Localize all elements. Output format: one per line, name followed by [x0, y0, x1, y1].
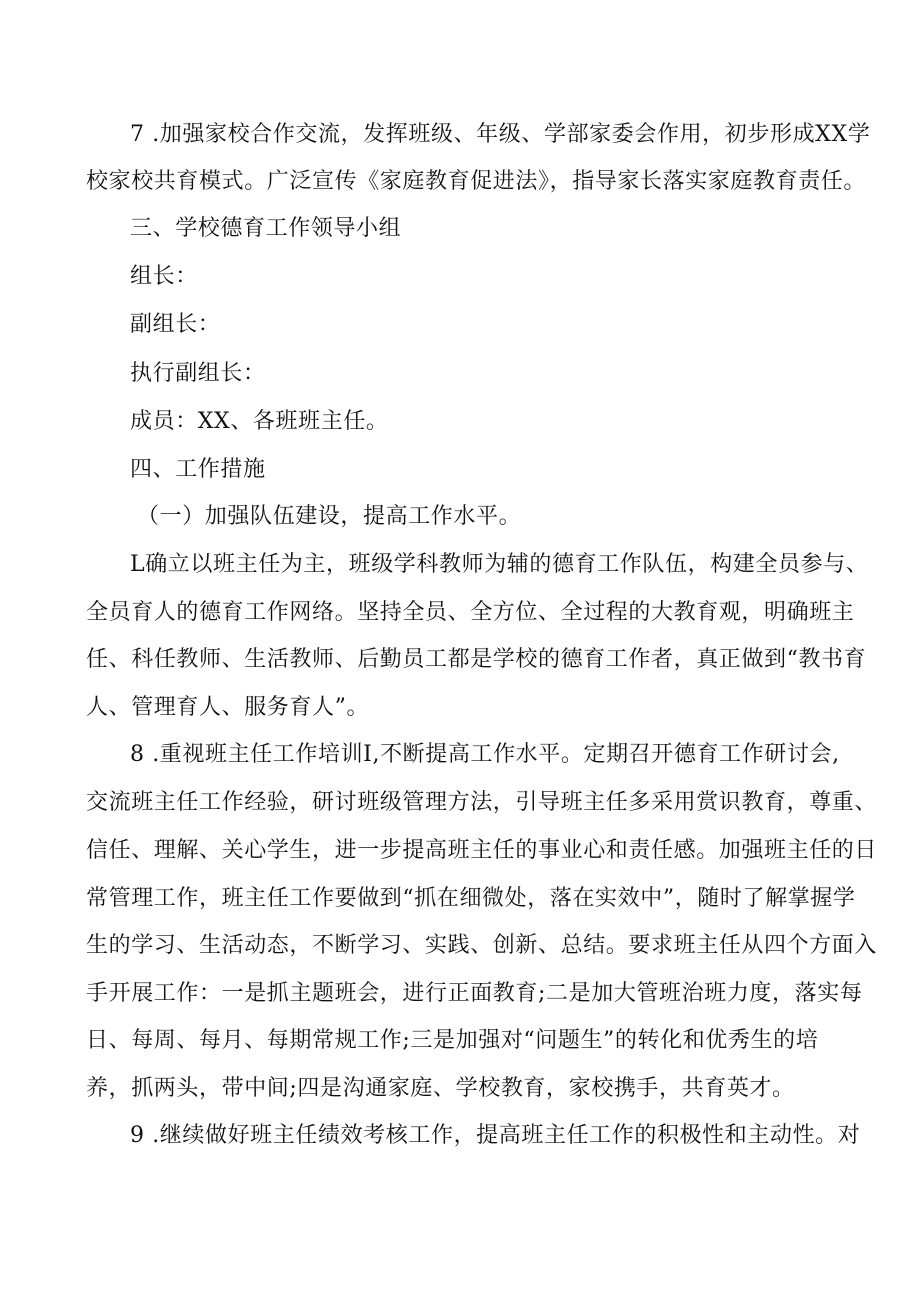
paragraph-item-9-line-1: 9 .继续做好班主任绩效考核工作，提高班主任工作的积极性和主动性。对: [130, 1123, 861, 1148]
subheading-team-building: （一）加强队伍建设，提高工作水平。: [137, 504, 522, 529]
paragraph-item-8-line-4: 常管理工作，班主任工作要做到“抓在细微处，落在实效中”，随时了解掌握学: [86, 886, 856, 911]
paragraph-item-1-line-4: 人、管理育人、服务育人”。: [86, 695, 370, 720]
executive-deputy-leader-label: 执行副组长：: [130, 361, 266, 386]
deputy-leader-label: 副组长：: [130, 312, 221, 337]
section-heading-work-measures: 四、工作措施: [130, 457, 266, 482]
paragraph-item-7-line-2: 校家校共育模式。广泛宣传《家庭教育促进法》，指导家长落实家庭教育责任。: [86, 169, 867, 194]
paragraph-item-8-line-6: 手开展工作：一是抓主题班会，进行正面教育;二是加大管班治班力度，落实每: [86, 981, 863, 1006]
paragraph-item-1-line-1: L确立以班主任为主，班级学科教师为辅的德育工作队伍，构建全员参与、: [130, 552, 869, 577]
paragraph-item-7-line-1: 7 .加强家校合作交流，发挥班级、年级、学部家委会作用，初步形成XX学: [130, 122, 871, 147]
paragraph-item-8-line-7: 日、每周、每月、每期常规工作;三是加强对“问题生”的转化和优秀生的培: [86, 1028, 819, 1053]
section-heading-leadership-group: 三、学校德育工作领导小组: [130, 216, 402, 241]
paragraph-item-8-line-2: 交流班主任工作经验，研讨班级管理方法，引导班主任多采用赏识教育，尊重、: [86, 790, 878, 815]
paragraph-item-8-line-8: 养，抓两头，带中间;四是沟通家庭、学校教育，家校携手，共育英才。: [86, 1076, 795, 1101]
paragraph-item-1-line-2: 全员育人的德育工作网络。坚持全员、全方位、全过程的大教育观，明确班主: [86, 600, 855, 625]
paragraph-item-8-line-1: 8 .重视班主任工作培训I,不断提高工作水平。定期召开德育工作研讨会,: [130, 742, 840, 767]
paragraph-item-1-line-3: 任、科任教师、生活教师、后勤员工都是学校的德育工作者，真正做到“教书育: [86, 647, 867, 672]
paragraph-item-8-line-3: 信任、理解、关心学生，进一步提高班主任的事业心和责任感。加强班主任的日: [86, 838, 878, 863]
members-line: 成员：XX、各班班主任。: [130, 409, 389, 434]
paragraph-item-8-line-5: 生的学习、生活动态，不断学习、实践、创新、总结。要求班主任从四个方面入: [86, 933, 878, 958]
group-leader-label: 组长：: [130, 264, 198, 289]
